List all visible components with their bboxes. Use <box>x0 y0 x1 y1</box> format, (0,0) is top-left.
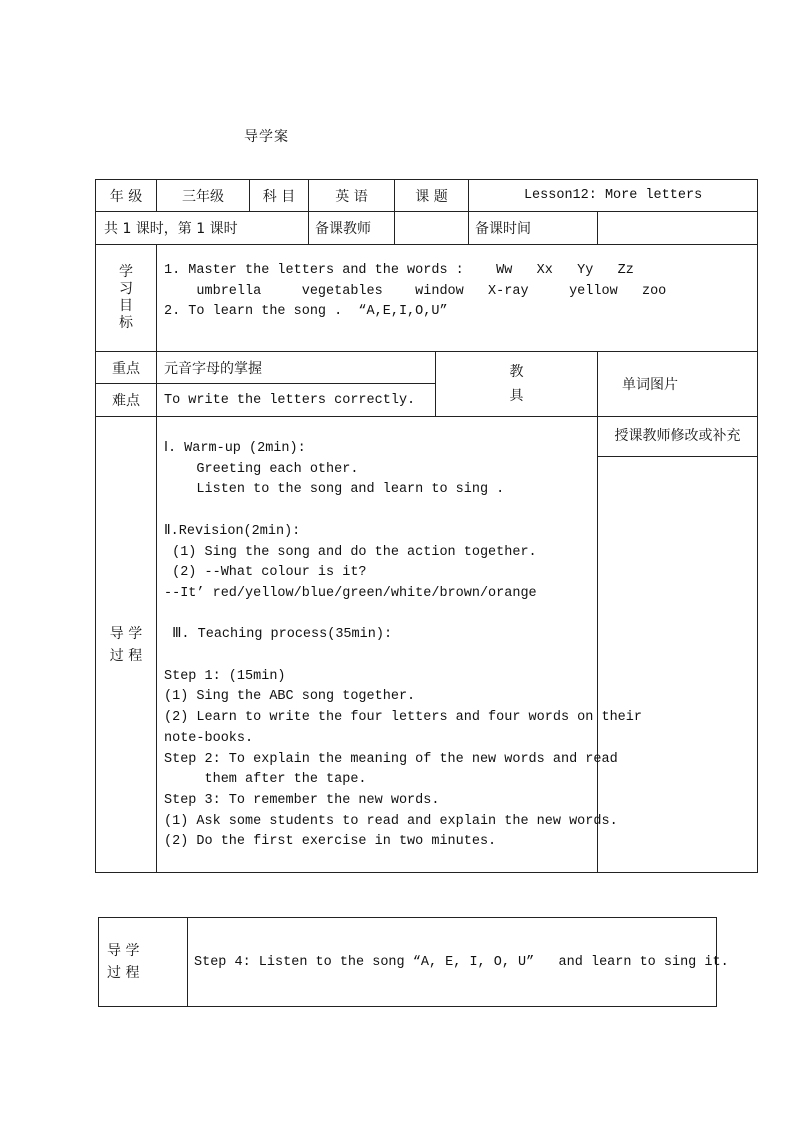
objectives-content <box>157 245 758 352</box>
objective-line: umbrella vegetables window X-ray yellow zoo <box>164 283 667 299</box>
continuation-label <box>99 918 188 1007</box>
prep-teacher-label: 备课教师 <box>309 212 395 245</box>
subject-value: 英 语 <box>309 180 395 212</box>
teaching-aids-label-char: 具 <box>509 388 524 404</box>
continuation-table <box>98 917 729 1007</box>
process-line: (2) --What colour is it? <box>164 565 367 581</box>
prep-teacher-value <box>395 212 469 245</box>
process-label-line: 过 程 <box>109 647 143 664</box>
key-point-label: 重点 <box>96 352 157 384</box>
process-line <box>164 501 597 522</box>
difficulty-label: 难点 <box>96 384 157 417</box>
process-line: --It’ red/yellow/blue/green/white/brown/orange <box>164 585 537 601</box>
process-line: Step 2: To explain the meaning of the new words and read <box>164 751 618 767</box>
continuation-label-line: 导 学 <box>107 943 140 959</box>
process-line: (1) Sing the ABC song together. <box>164 689 416 705</box>
objectives-label <box>96 245 157 352</box>
period-text: 共 1 课时，第 1 课时 <box>96 212 309 245</box>
teacher-notes-header: 授课教师修改或补充 <box>598 417 758 457</box>
prep-time-label: 备课时间 <box>469 212 598 245</box>
process-line: Step 3: To remember the new words. <box>164 792 440 808</box>
difficulty-value: To write the letters correctly. <box>157 384 436 417</box>
objective-line: 2. To learn the song . “A,E,I,O,U” <box>164 304 448 320</box>
teaching-aids-value: 单词图片 <box>598 352 758 417</box>
subject-label: 科 目 <box>250 180 309 212</box>
process-row <box>96 417 758 457</box>
process-label-line: 导 学 <box>109 625 143 642</box>
prep-time-value <box>598 212 758 245</box>
objectives-label-char: 习 <box>119 281 133 297</box>
process-line: Ⅱ.Revision(2min): <box>164 523 301 539</box>
teaching-aids-label-char: 教 <box>509 364 524 380</box>
topic-label: 课 题 <box>395 180 469 212</box>
process-line: Greeting each other. <box>164 461 359 477</box>
continuation-label-line: 过 程 <box>107 965 140 981</box>
key-point-value: 元音字母的掌握 <box>157 352 436 384</box>
process-line: Listen to the song and learn to sing . <box>164 482 505 498</box>
teaching-aids-label <box>436 352 598 417</box>
teacher-notes-area <box>598 457 758 873</box>
topic-value: Lesson12: More letters <box>469 180 758 212</box>
process-content <box>157 417 642 873</box>
process-line: Step 1: (15min) <box>164 668 286 684</box>
process-line: note-books. <box>164 730 254 746</box>
process-line: Ⅰ. Warm-up (2min): <box>164 441 306 456</box>
process-line: them after the tape. <box>164 772 367 788</box>
process-line: (1) Ask some students to read and explain the new words. <box>164 813 618 829</box>
header-row-2 <box>96 212 758 245</box>
header-row-1 <box>96 180 758 212</box>
objectives-label-char: 学 <box>119 264 133 280</box>
grade-label: 年 级 <box>96 180 157 212</box>
objectives-row <box>96 245 758 352</box>
process-line: Ⅲ. Teaching process(35min): <box>164 627 393 643</box>
objective-line: 1. Master the letters and the words : Ww Xx Yy Zz <box>164 263 634 278</box>
lesson-plan-table <box>95 179 758 873</box>
key-point-row <box>96 352 758 384</box>
objectives-label-char: 目 <box>119 298 133 314</box>
process-line: (2) Do the first exercise in two minutes. <box>164 834 497 850</box>
process-line <box>164 646 597 667</box>
continuation-row <box>99 918 717 1007</box>
process-line <box>164 605 597 626</box>
step4-text: Step 4: Listen to the song “A, E, I, O, U” and learn to sing it. <box>188 918 717 1007</box>
grade-value: 三年级 <box>157 180 250 212</box>
process-label <box>96 417 157 873</box>
objectives-label-char: 标 <box>119 315 133 331</box>
process-line: (1) Sing the song and do the action together. <box>164 544 537 560</box>
page-title: 导学案 <box>244 129 289 145</box>
process-line: (2) Learn to write the four letters and four words on their <box>164 710 642 726</box>
